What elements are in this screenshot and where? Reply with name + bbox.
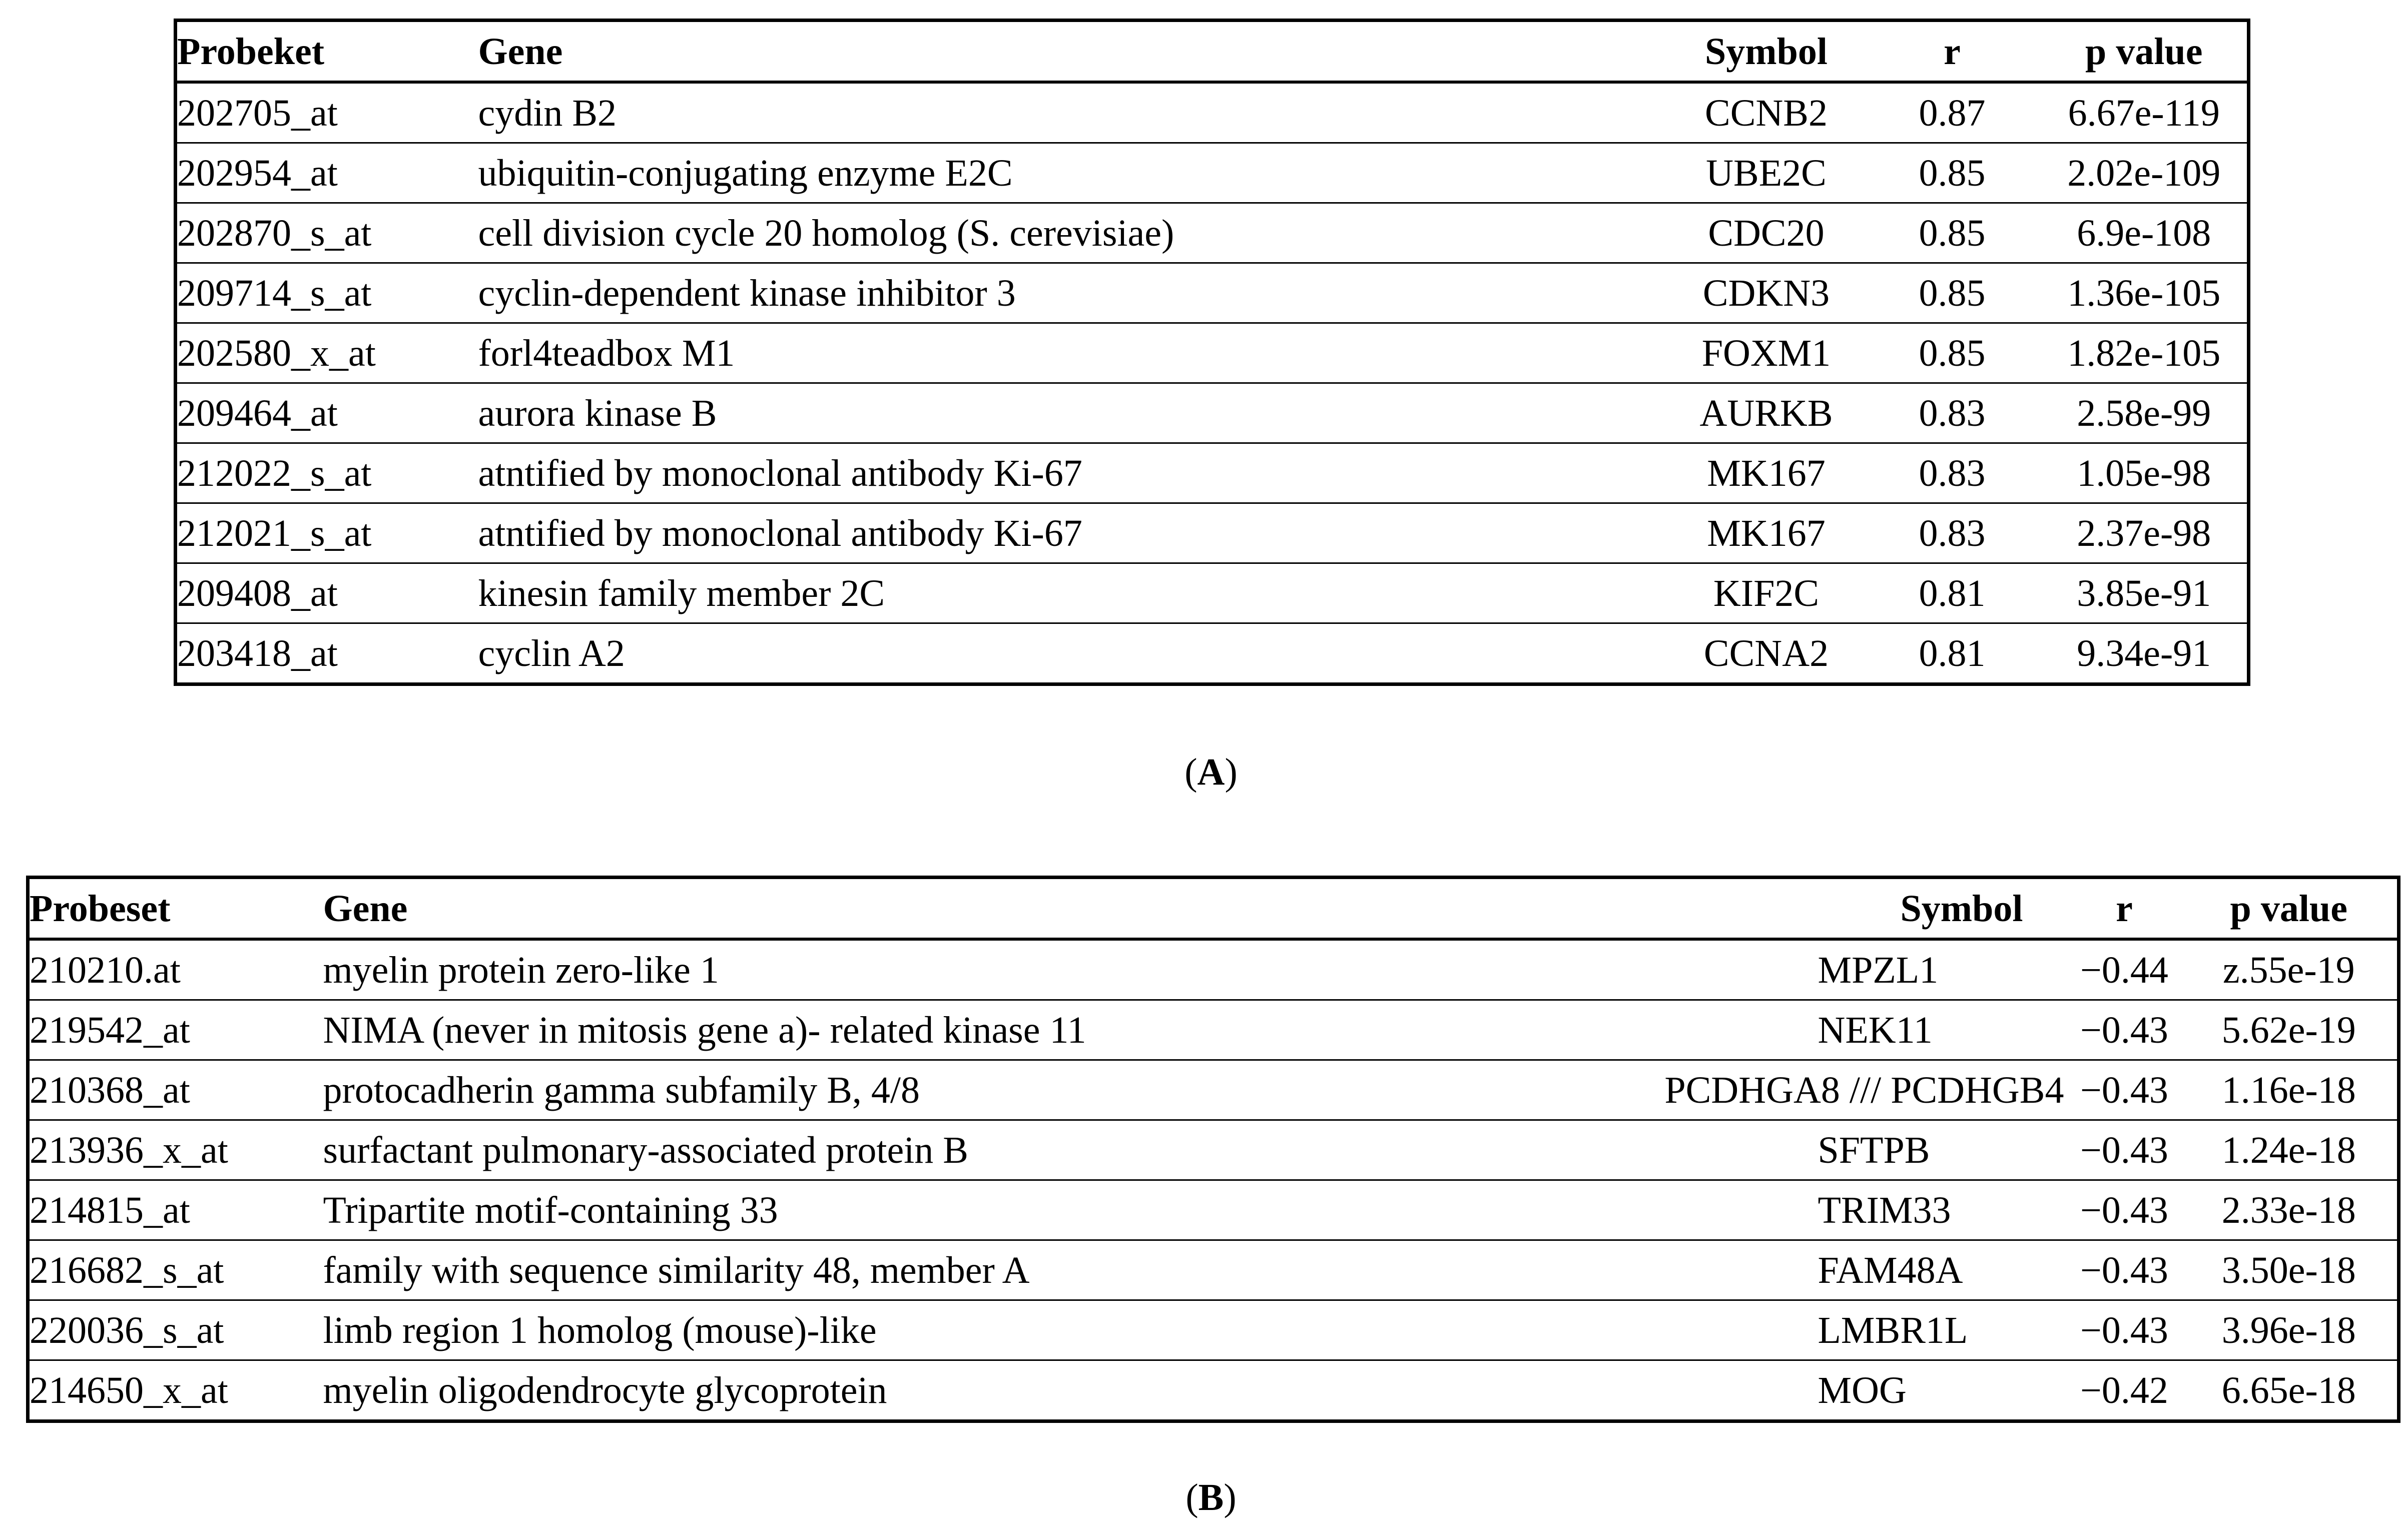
p-value-cell: 5.62e-19 xyxy=(2181,1000,2399,1060)
probeset-cell: 209714_s_at xyxy=(176,263,478,323)
table-row xyxy=(28,939,2399,1000)
header-p-value: p value xyxy=(2230,887,2347,930)
probeset-cell: 203418_at xyxy=(176,623,478,684)
probeset-cell: 202870_s_at xyxy=(176,203,478,263)
header-probeset: Probeset xyxy=(30,887,171,930)
p-value-cell: 6.67e-119 xyxy=(2041,82,2249,143)
probeset-cell: 209408_at xyxy=(176,563,478,623)
probeset-cell: 212022_s_at xyxy=(176,443,478,503)
header-gene: Gene xyxy=(323,887,408,930)
gene-cell: cell division cycle 20 homolog (S. cerevisiae) xyxy=(478,203,1669,263)
symbol-cell: FOXM1 xyxy=(1669,323,1864,383)
table-row xyxy=(176,203,2249,263)
symbol-cell: PCDHGA8 /// PCDHGB4 xyxy=(1548,1060,2068,1120)
symbol-cell: MK167 xyxy=(1669,503,1864,563)
gene-cell: atntified by monoclonal antibody Ki-67 xyxy=(478,503,1669,563)
header-symbol: Symbol xyxy=(1705,30,1828,73)
probeset-cell: 219542_at xyxy=(28,1000,323,1060)
symbol-cell: UBE2C xyxy=(1669,143,1864,203)
header-gene: Gene xyxy=(478,30,563,73)
symbol-cell: LMBR1L xyxy=(1548,1300,2068,1360)
table-row xyxy=(28,1360,2399,1421)
p-value-cell: 1.16e-18 xyxy=(2181,1060,2399,1120)
p-value-cell: 2.33e-18 xyxy=(2181,1180,2399,1240)
gene-cell: forl4teadbox M1 xyxy=(478,323,1669,383)
probeset-cell: 220036_s_at xyxy=(28,1300,323,1360)
r-cell: −0.43 xyxy=(2068,1060,2181,1120)
symbol-cell: AURKB xyxy=(1669,383,1864,443)
p-value-cell: 2.02e-109 xyxy=(2041,143,2249,203)
table-row xyxy=(28,1120,2399,1180)
gene-cell: myelin protein zero-like 1 xyxy=(323,939,1548,1000)
gene-cell: ubiquitin-conjugating enzyme E2C xyxy=(478,143,1669,203)
gene-cell: cyclin A2 xyxy=(478,623,1669,684)
gene-cell: NIMA (never in mitosis gene a)- related kinase 11 xyxy=(323,1000,1548,1060)
p-value-cell: z.55e-19 xyxy=(2181,939,2399,1000)
gene-cell: myelin oligodendrocyte glycoprotein xyxy=(323,1360,1548,1421)
probeset-cell: 210368_at xyxy=(28,1060,323,1120)
symbol-cell: NEK11 xyxy=(1548,1000,2068,1060)
p-value-cell: 1.82e-105 xyxy=(2041,323,2249,383)
table-a xyxy=(174,19,2250,686)
table-b xyxy=(26,876,2400,1423)
table-b-header-row xyxy=(28,878,2399,940)
table-row xyxy=(28,1000,2399,1060)
symbol-cell: KIF2C xyxy=(1669,563,1864,623)
table-row xyxy=(176,323,2249,383)
p-value-cell: 2.58e-99 xyxy=(2041,383,2249,443)
probeset-cell: 202705_at xyxy=(176,82,478,143)
r-cell: −0.43 xyxy=(2068,1240,2181,1300)
header-symbol: Symbol xyxy=(1900,887,2023,930)
gene-cell: Tripartite motif-containing 33 xyxy=(323,1180,1548,1240)
p-value-cell: 9.34e-91 xyxy=(2041,623,2249,684)
table-row xyxy=(176,563,2249,623)
header-r: r xyxy=(2116,887,2133,930)
r-cell: 0.83 xyxy=(1864,503,2041,563)
gene-cell: surfactant pulmonary-associated protein B xyxy=(323,1120,1548,1180)
caption-b: (B) xyxy=(1185,1476,1237,1518)
probeset-cell: 214815_at xyxy=(28,1180,323,1240)
probeset-cell: 212021_s_at xyxy=(176,503,478,563)
r-cell: −0.44 xyxy=(2068,939,2181,1000)
r-cell: 0.81 xyxy=(1864,623,2041,684)
gene-cell: aurora kinase B xyxy=(478,383,1669,443)
caption-a: (A) xyxy=(1184,751,1238,793)
symbol-cell: FAM48A xyxy=(1548,1240,2068,1300)
symbol-cell: SFTPB xyxy=(1548,1120,2068,1180)
p-value-cell: 6.9e-108 xyxy=(2041,203,2249,263)
r-cell: −0.43 xyxy=(2068,1180,2181,1240)
gene-cell: cydin B2 xyxy=(478,82,1669,143)
probeset-cell: 209464_at xyxy=(176,383,478,443)
gene-cell: cyclin-dependent kinase inhibitor 3 xyxy=(478,263,1669,323)
p-value-cell: 6.65e-18 xyxy=(2181,1360,2399,1421)
r-cell: −0.42 xyxy=(2068,1360,2181,1421)
header-r: r xyxy=(1944,30,1961,73)
symbol-cell: MOG xyxy=(1548,1360,2068,1421)
symbol-cell: CDKN3 xyxy=(1669,263,1864,323)
r-cell: 0.85 xyxy=(1864,143,2041,203)
table-row xyxy=(176,443,2249,503)
gene-cell: limb region 1 homolog (mouse)-like xyxy=(323,1300,1548,1360)
gene-cell: atntified by monoclonal antibody Ki-67 xyxy=(478,443,1669,503)
probeset-cell: 202580_x_at xyxy=(176,323,478,383)
r-cell: 0.83 xyxy=(1864,383,2041,443)
table-row xyxy=(28,1180,2399,1240)
p-value-cell: 1.36e-105 xyxy=(2041,263,2249,323)
symbol-cell: MK167 xyxy=(1669,443,1864,503)
r-cell: 0.85 xyxy=(1864,263,2041,323)
table-row xyxy=(176,82,2249,143)
table-row xyxy=(176,143,2249,203)
p-value-cell: 1.05e-98 xyxy=(2041,443,2249,503)
p-value-cell: 3.85e-91 xyxy=(2041,563,2249,623)
symbol-cell: MPZL1 xyxy=(1548,939,2068,1000)
table-row xyxy=(176,383,2249,443)
p-value-cell: 1.24e-18 xyxy=(2181,1120,2399,1180)
probeset-cell: 202954_at xyxy=(176,143,478,203)
table-a-header-row xyxy=(176,21,2249,83)
probeset-cell: 214650_x_at xyxy=(28,1360,323,1421)
probeset-cell: 216682_s_at xyxy=(28,1240,323,1300)
symbol-cell: CDC20 xyxy=(1669,203,1864,263)
header-probeset: Probeket xyxy=(177,30,325,73)
symbol-cell: CCNA2 xyxy=(1669,623,1864,684)
table-row xyxy=(176,263,2249,323)
probeset-cell: 210210.at xyxy=(28,939,323,1000)
r-cell: 0.81 xyxy=(1864,563,2041,623)
table-row xyxy=(176,623,2249,684)
r-cell: −0.43 xyxy=(2068,1000,2181,1060)
probeset-cell: 213936_x_at xyxy=(28,1120,323,1180)
table-row xyxy=(176,503,2249,563)
table-row xyxy=(28,1240,2399,1300)
r-cell: −0.43 xyxy=(2068,1300,2181,1360)
r-cell: 0.85 xyxy=(1864,203,2041,263)
r-cell: 0.87 xyxy=(1864,82,2041,143)
table-row xyxy=(28,1060,2399,1120)
r-cell: −0.43 xyxy=(2068,1120,2181,1180)
p-value-cell: 3.96e-18 xyxy=(2181,1300,2399,1360)
gene-cell: kinesin family member 2C xyxy=(478,563,1669,623)
gene-cell: protocadherin gamma subfamily B, 4/8 xyxy=(323,1060,1548,1120)
gene-cell: family with sequence similarity 48, member A xyxy=(323,1240,1548,1300)
r-cell: 0.83 xyxy=(1864,443,2041,503)
p-value-cell: 2.37e-98 xyxy=(2041,503,2249,563)
r-cell: 0.85 xyxy=(1864,323,2041,383)
table-row xyxy=(28,1300,2399,1360)
symbol-cell: TRIM33 xyxy=(1548,1180,2068,1240)
symbol-cell: CCNB2 xyxy=(1669,82,1864,143)
p-value-cell: 3.50e-18 xyxy=(2181,1240,2399,1300)
header-p-value: p value xyxy=(2085,30,2203,73)
